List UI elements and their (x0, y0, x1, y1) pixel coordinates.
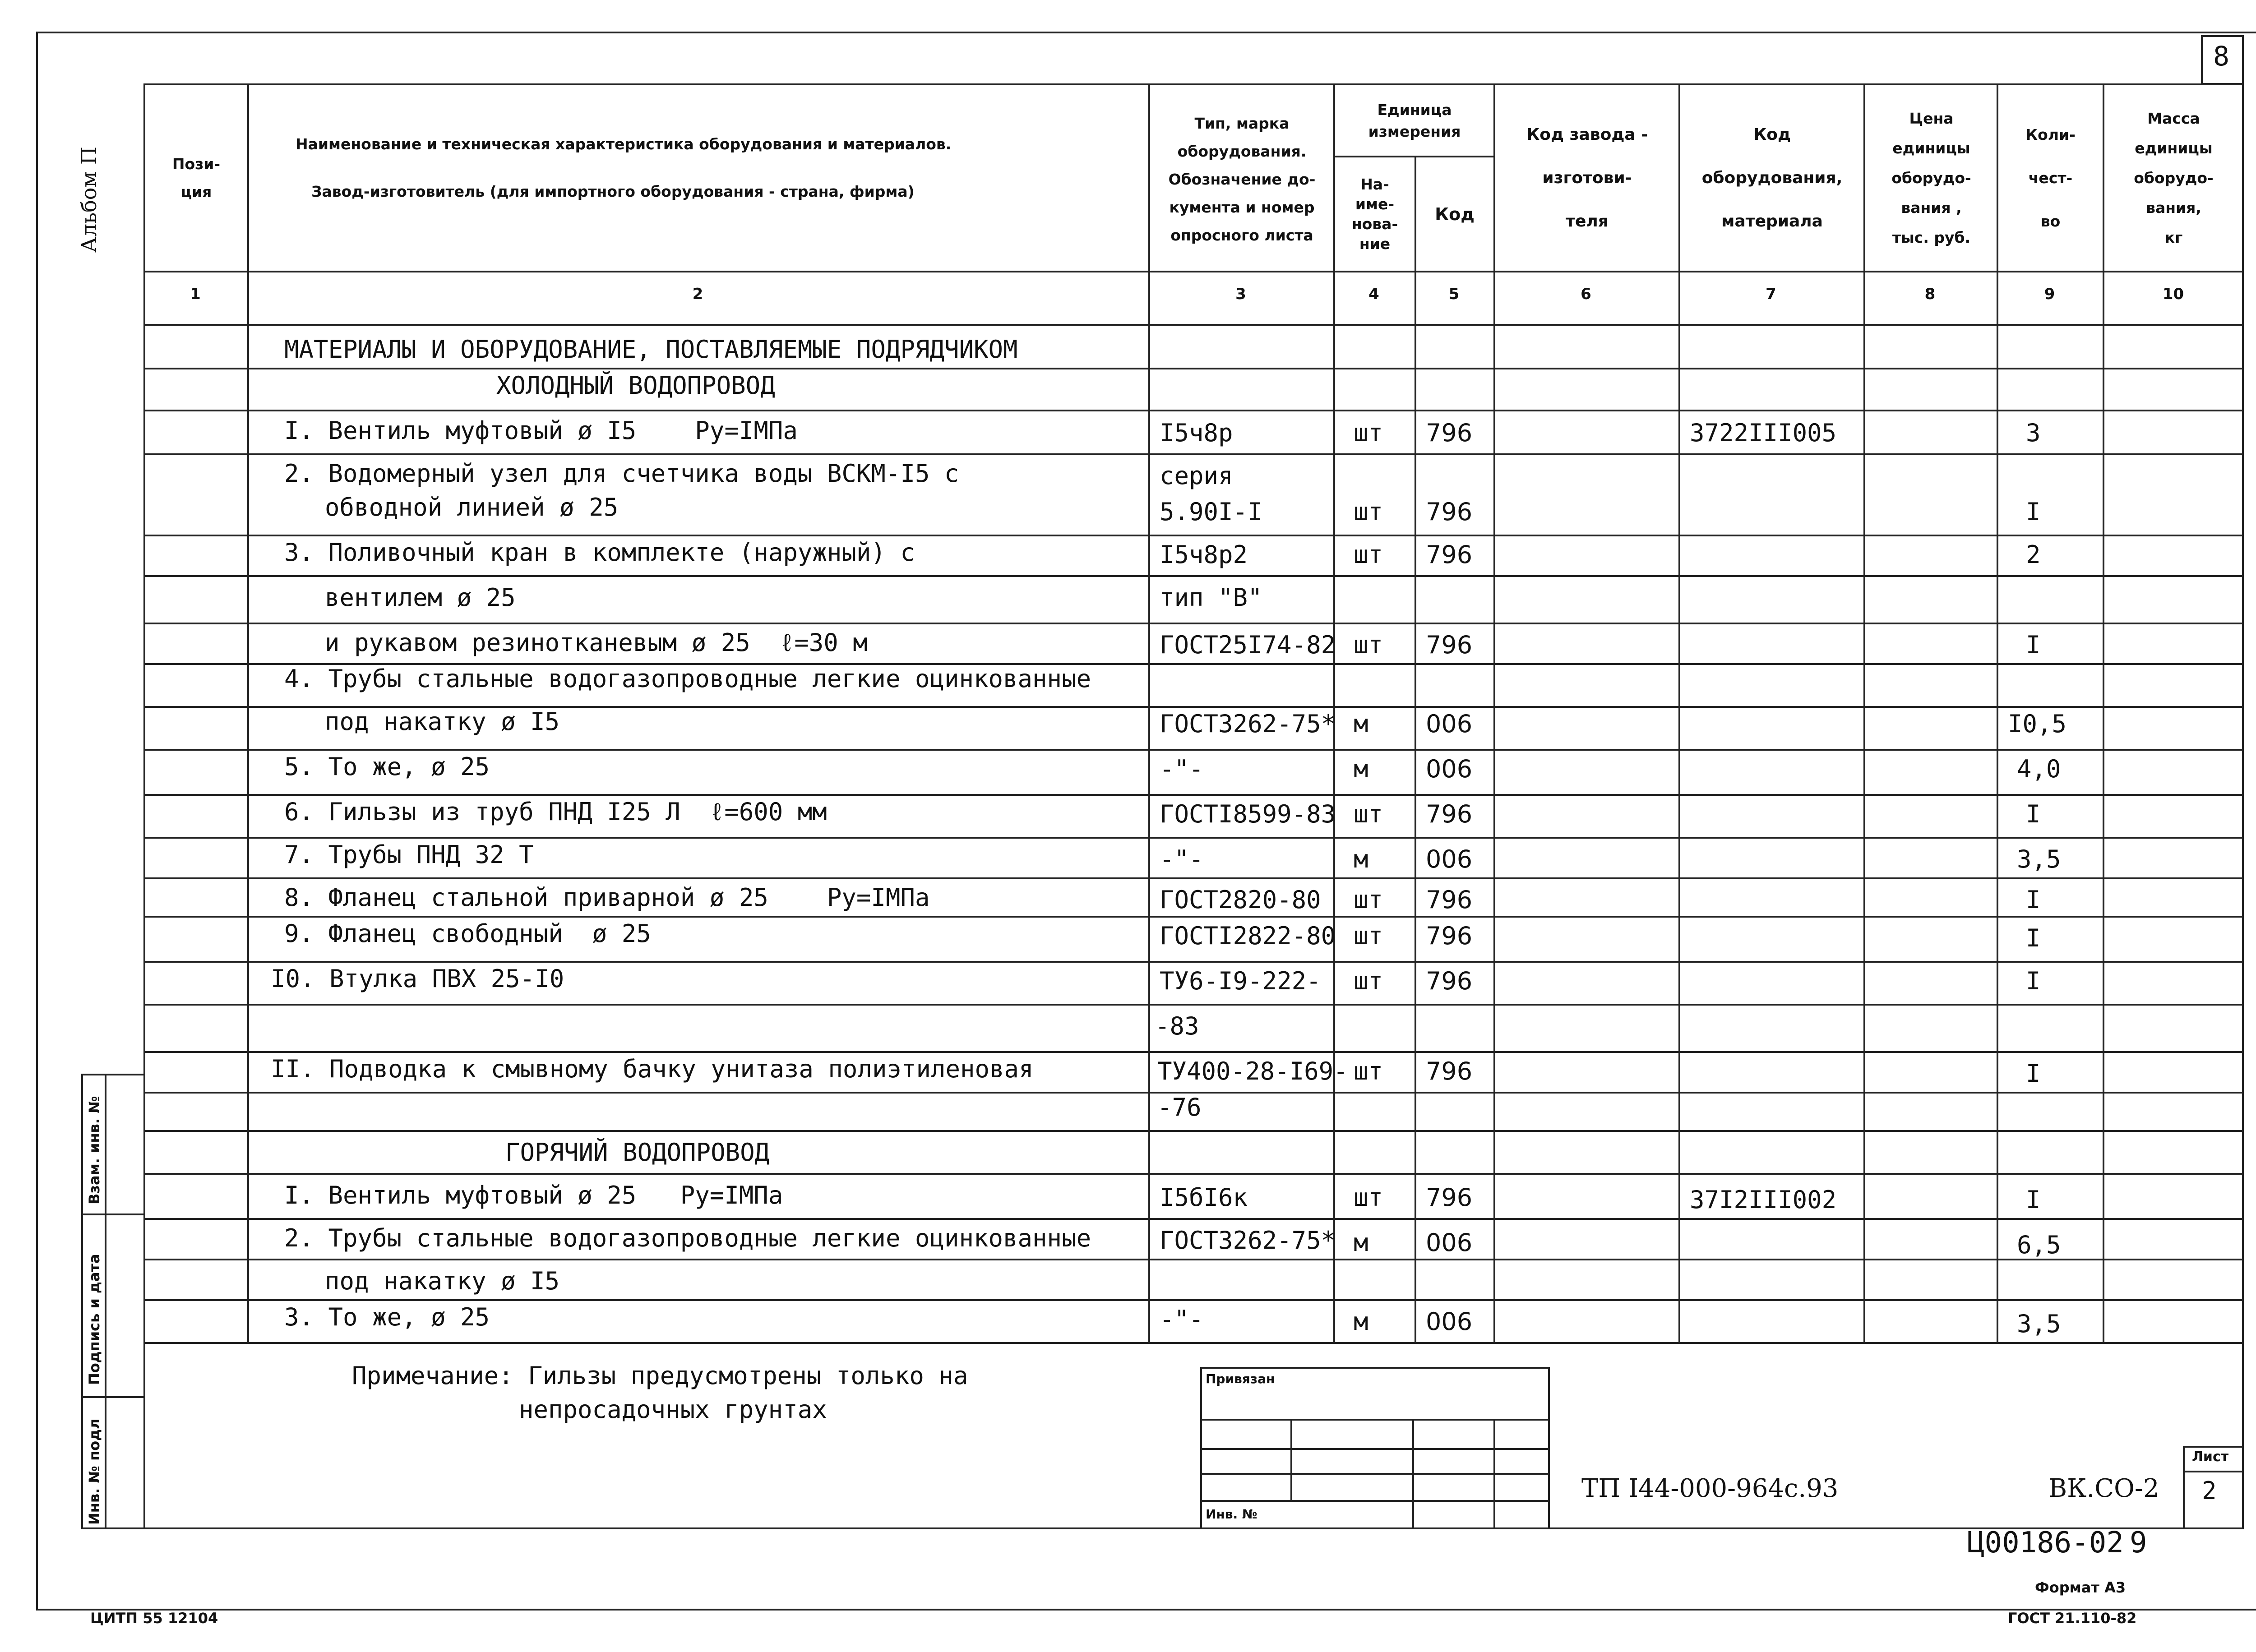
item-unit-code: 796 (1426, 498, 1473, 526)
item-type: ГОСТI8599-83 (1160, 800, 1336, 828)
col-number: 1 (190, 285, 201, 303)
item-unit-code: 006 (1426, 755, 1473, 783)
header-mass: Масса единицы оборудо- вания, кг (2134, 110, 2214, 246)
side-label-podpis: Подпись и дата (86, 1254, 103, 1385)
col-number: 2 (692, 285, 703, 303)
item-unit: шт (1354, 419, 1383, 447)
section-title: ХОЛОДНЫЙ ВОДОПРОВОД (496, 371, 775, 400)
item-quantity: I (2026, 631, 2041, 659)
item-name: 3. Поливочный кран в комплекте (наружный) с (284, 538, 915, 567)
item-type: I5ч8р (1160, 419, 1233, 447)
item-quantity: 2 (2026, 540, 2041, 569)
header-unit-code: Код (1435, 204, 1475, 224)
item-type: I5бI6к (1160, 1183, 1248, 1212)
item-type: ГОСТ2820-80 (1160, 886, 1321, 914)
header-type: Тип, марка оборудования. Обозначение до- кумента и номер опросного листа (1168, 114, 1316, 244)
item-type: -83 (1155, 1012, 1199, 1040)
header-unit-name: На- име- нова- ние (1351, 175, 1398, 253)
item-type: ГОСТ3262-75* (1160, 710, 1336, 738)
col-number: 9 (2044, 285, 2055, 303)
item-unit-code: 796 (1426, 886, 1473, 914)
header-name-line1: Наименование и техническая характеристика оборудования и материалов. (296, 135, 952, 153)
item-type: ГОСТ25I74-82 (1160, 631, 1336, 659)
item-name: 2. Водомерный узел для счетчика воды ВСКМ-I5 с (284, 459, 959, 488)
item-name: МАТЕРИАЛЫ И ОБОРУДОВАНИЕ, ПОСТАВЛЯЕМЫЕ ПОДРЯДЧИКОМ (284, 335, 1018, 364)
item-name: вентилем ø 25 (325, 583, 516, 612)
item-unit-code: 006 (1426, 1307, 1473, 1336)
header-quantity: Коли- чест- во (2025, 126, 2076, 230)
sheet-label: Лист (2192, 1449, 2229, 1465)
item-name: 3. То же, ø 25 (284, 1303, 490, 1331)
item-quantity: I (2026, 800, 2041, 828)
item-type: -76 (1157, 1093, 1202, 1121)
album-label: Альбом П (77, 146, 101, 253)
item-unit: шт (1354, 922, 1383, 950)
item-name: обводной линией ø 25 (325, 493, 619, 521)
item-unit: шт (1354, 631, 1383, 659)
item-type: -"- (1160, 755, 1204, 783)
item-unit-code: 796 (1426, 419, 1473, 447)
item-unit-code: 796 (1426, 631, 1473, 659)
item-name: 4. Трубы стальные водогазопроводные легкие оцинкованные (284, 664, 1091, 693)
note-line-2: непросадочных грунтах (519, 1395, 827, 1424)
item-quantity: 4,0 (2017, 755, 2061, 783)
item-quantity: I (2026, 924, 2041, 952)
sheet-number: 2 (2202, 1477, 2217, 1505)
inv-label: Инв. № (1206, 1507, 1257, 1522)
archive-number: Ц00186-02 (1967, 1526, 2124, 1560)
item-unit-code: 796 (1426, 922, 1473, 950)
item-quantity: 3,5 (2017, 845, 2061, 873)
item-unit-code: 796 (1426, 1057, 1473, 1085)
item-unit: шт (1354, 967, 1383, 995)
item-unit-code: 006 (1426, 710, 1473, 738)
item-unit-code: 006 (1426, 845, 1473, 873)
item-type: ТУ6-I9-222- (1160, 967, 1321, 995)
item-quantity: 3 (2026, 419, 2041, 447)
format-label: Формат А3 (2035, 1579, 2126, 1596)
item-name: 6. Гильзы из труб ПНД I25 Л ℓ=600 мм (284, 798, 827, 826)
item-unit: шт (1354, 498, 1383, 526)
col-number: 6 (1581, 285, 1591, 303)
item-unit-code: 796 (1426, 1183, 1473, 1212)
col-number: 4 (1368, 285, 1379, 303)
section-title: ГОРЯЧИЙ ВОДОПРОВОД (505, 1138, 770, 1167)
side-label-vzam: Взам. инв. № (86, 1096, 103, 1204)
item-type: I5ч8р2 (1160, 540, 1248, 569)
citp-label: ЦИТП 55 12104 (90, 1610, 218, 1627)
header-material-code: Код оборудования, материала (1701, 125, 1843, 231)
item-unit-code: 796 (1426, 967, 1473, 995)
item-unit: м (1354, 755, 1368, 783)
item-name: 2. Трубы стальные водогазопроводные легкие оцинкованные (284, 1224, 1091, 1252)
item-quantity: 3,5 (2017, 1310, 2061, 1338)
gost-label: ГОСТ 21.110-82 (2008, 1610, 2137, 1627)
note-line-1: Примечание: Гильзы предусмотрены только на (352, 1361, 968, 1390)
item-name: под накатку ø I5 (325, 1267, 560, 1295)
col-number: 3 (1235, 285, 1246, 303)
item-name: I0. Втулка ПВХ 25-I0 (271, 964, 564, 993)
header-unit: Единица измерения (1368, 101, 1461, 140)
item-type: серия (1160, 461, 1233, 490)
col-number: 10 (2162, 285, 2184, 303)
item-type: ГОСТ3262-75* (1160, 1226, 1336, 1255)
sheet-code: ВК.СО-2 (2048, 1474, 2159, 1503)
item-name: 8. Фланец стальной приварной ø 25 Ру=IМПа (284, 883, 930, 912)
item-name: I. Вентиль муфтовый ø 25 Ру=IМПа (284, 1181, 783, 1209)
item-name: II. Подводка к смывному бачку унитаза полиэтиленовая (271, 1055, 1034, 1083)
item-quantity: 6,5 (2017, 1231, 2061, 1259)
item-unit: м (1354, 710, 1368, 738)
item-type: ТУ400-28-I69- (1157, 1057, 1348, 1085)
item-quantity: I (2026, 1186, 2041, 1214)
item-material-code: 3722III005 (1690, 419, 1837, 447)
item-unit-code: 796 (1426, 800, 1473, 828)
item-quantity: I (2026, 886, 2041, 914)
item-unit-code: 006 (1426, 1228, 1473, 1257)
item-quantity: I (2026, 498, 2041, 526)
item-unit: шт (1354, 886, 1383, 914)
col-number: 7 (1766, 285, 1776, 303)
item-unit: шт (1354, 800, 1383, 828)
archive-page: 9 (2130, 1526, 2147, 1560)
item-type: тип "В" (1160, 583, 1262, 612)
corner-number: 8 (2213, 41, 2230, 72)
item-quantity: I (2026, 1059, 2041, 1088)
item-name: под накатку ø I5 (325, 707, 560, 736)
item-unit: шт (1354, 1183, 1383, 1212)
item-unit: шт (1354, 540, 1383, 569)
col-number: 5 (1448, 285, 1460, 303)
item-type: ГОСТI2822-80 (1160, 922, 1336, 950)
item-quantity: I0,5 (2008, 710, 2067, 738)
item-material-code: 37I2III002 (1690, 1186, 1837, 1214)
item-unit: м (1354, 1307, 1368, 1336)
item-unit-code: 796 (1426, 540, 1473, 569)
item-name: 7. Трубы ПНД 32 Т (284, 840, 534, 869)
item-type: 5.90I-I (1160, 498, 1262, 526)
privyazan-label: Привязан (1206, 1371, 1275, 1386)
item-unit: м (1354, 845, 1368, 873)
item-unit: шт (1354, 1057, 1383, 1085)
header-factory-code: Код завода - изготови- теля (1526, 125, 1648, 231)
item-name: и рукавом резинотканевым ø 25 ℓ=30 м (325, 628, 868, 657)
col-number: 8 (1924, 285, 1936, 303)
item-type: -"- (1160, 1305, 1204, 1334)
item-name: 5. То же, ø 25 (284, 752, 490, 781)
doc-code: ТП I44-000-964с.93 (1581, 1474, 1839, 1503)
header-position: Пози- ция (172, 155, 221, 201)
item-name: 9. Фланец свободный ø 25 (284, 919, 651, 948)
item-unit: м (1354, 1228, 1368, 1257)
header-name-line2: Завод-изготовитель (для импортного оборудования - страна, фирма) (311, 183, 915, 200)
item-quantity: I (2026, 967, 2041, 995)
item-type: -"- (1160, 845, 1204, 873)
header-price: Цена единицы оборудо- вания , тыс. руб. (1891, 110, 1971, 246)
item-name: I. Вентиль муфтовый ø I5 Ру=IМПа (284, 416, 798, 445)
side-label-inv-podl: Инв. № подл (86, 1418, 103, 1525)
